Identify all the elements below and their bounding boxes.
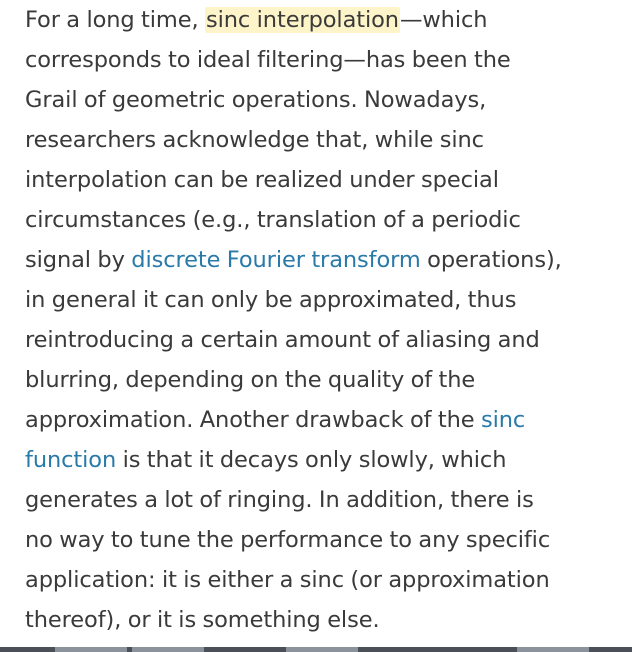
text-line-16: thereof), or it is something else. [25, 607, 380, 633]
text-line-6: circumstances (e.g., translation of a periodic [25, 207, 521, 233]
link-sinc-function-part1[interactable]: sinc [480, 407, 526, 433]
link-sinc-function-part2[interactable]: function [25, 447, 117, 473]
taskbar-segment [286, 647, 358, 652]
text-line-14: no way to tune the performance to any specific [25, 527, 551, 553]
text-line-9: reintroducing a certain amount of aliasing and [25, 327, 540, 353]
taskbar-strip [0, 647, 632, 652]
text-line-10: blurring, depending on the quality of the [25, 367, 476, 393]
text-line-13: generates a lot of ringing. In addition, there is [25, 487, 534, 513]
text-line-12: function is that it decays only slowly, which [25, 447, 507, 473]
article-paragraph [25, 0, 632, 640]
text-line-7: signal by discrete Fourier transform operations), [25, 247, 562, 273]
taskbar-segment [55, 647, 127, 652]
text-line-2: corresponds to ideal filtering—has been the [25, 47, 511, 73]
link-discrete-fourier-transform[interactable]: discrete Fourier transform [131, 247, 421, 273]
text-line-5: interpolation can be realized under special [25, 167, 499, 193]
text-line-3: Grail of geometric operations. Nowadays, [25, 87, 487, 113]
text-line-8: in general it can only be approximated, thus [25, 287, 517, 313]
text-line-1: For a long time, sinc interpolation—which [25, 7, 488, 33]
highlighted-term-sinc-interpolation[interactable]: sinc interpolation [206, 7, 399, 33]
text-line-11: approximation. Another drawback of the sinc [25, 407, 526, 433]
text-line-15: application: it is either a sinc (or approximation [25, 567, 550, 593]
text-line-4: researchers acknowledge that, while sinc [25, 127, 484, 153]
taskbar-segment [517, 647, 589, 652]
taskbar-segment [132, 647, 204, 652]
